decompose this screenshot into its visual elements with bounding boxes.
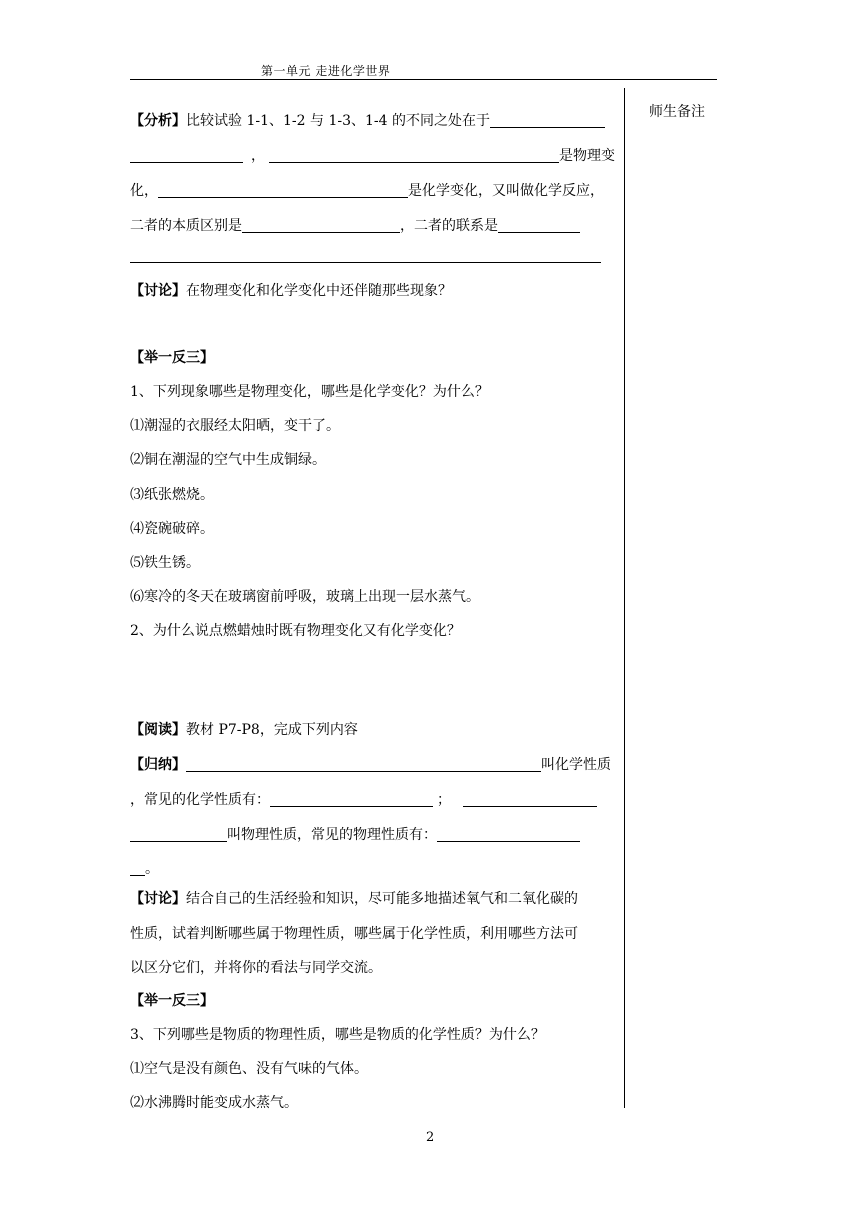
summary-chem-prop: 叫化学性质 <box>541 757 611 773</box>
read-text: 教材 P7-P8，完成下列内容 <box>186 722 358 738</box>
q3-item: ⑵水沸腾时能变成水蒸气。 <box>130 1095 298 1111</box>
summary-line-3 <box>130 825 580 845</box>
discuss-text: 结合自己的生活经验和知识，尽可能多地描述氧气和二氧化碳的 <box>186 891 578 907</box>
q3-item: ⑴空气是没有颜色、没有气味的气体。 <box>130 1061 368 1077</box>
analysis-essence: 二者的本质区别是 <box>130 218 242 234</box>
q1-item: ⑶纸张燃烧。 <box>130 487 214 503</box>
read-label: 【阅读】 <box>130 722 186 738</box>
practice-label: 【举一反三】 <box>130 993 214 1009</box>
analysis-text-1: 比较试验 1-1、1-2 与 1-3、1-4 的不同之处在于 <box>186 113 490 129</box>
analysis-comma: ， <box>251 148 265 164</box>
summary-end: 。 <box>145 861 159 877</box>
page-header-title: 第一单元 走进化学世界 <box>261 64 391 78</box>
answer-blank[interactable] <box>269 146 559 163</box>
answer-blank[interactable] <box>270 790 433 807</box>
discuss-1 <box>130 281 452 301</box>
discuss-label: 【讨论】 <box>130 891 186 907</box>
discuss-text: 在物理变化和化学变化中还伴随那些现象？ <box>186 283 452 299</box>
answer-blank[interactable] <box>186 755 541 772</box>
summary-semicolon: ； <box>437 792 451 808</box>
question-2: 2、为什么说点燃蜡烛时既有物理变化又有化学变化？ <box>130 623 461 639</box>
analysis-hua: 化， <box>130 183 158 199</box>
analysis-label: 【分析】 <box>130 113 186 129</box>
q1-item: ⑷瓷碗破碎。 <box>130 521 214 537</box>
answer-blank[interactable] <box>463 790 597 807</box>
answer-blank[interactable] <box>130 146 243 163</box>
summary-line-2 <box>130 790 597 810</box>
discuss-2-line-3: 以区分它们，并将你的看法与同学交流。 <box>130 960 382 976</box>
analysis-phys-change: 是物理变 <box>559 148 615 164</box>
read-instruction <box>130 720 358 740</box>
analysis-chem-change: 是化学变化，又叫做化学反应， <box>408 183 604 199</box>
answer-blank[interactable] <box>490 111 605 128</box>
header-rule <box>130 79 717 80</box>
analysis-line-4 <box>130 216 580 236</box>
analysis-line-2 <box>130 146 615 166</box>
answer-blank[interactable] <box>242 216 400 233</box>
analysis-line-3 <box>130 181 604 201</box>
page-number: 2 <box>426 1130 435 1145</box>
answer-line[interactable] <box>130 262 601 263</box>
answer-blank[interactable] <box>437 825 580 842</box>
question-3: 3、下列哪些是物质的物理性质，哪些是物质的化学性质？为什么？ <box>130 1027 545 1043</box>
analysis-line-1 <box>130 111 605 131</box>
q1-item: ⑸铁生锈。 <box>130 555 200 571</box>
answer-blank[interactable] <box>130 859 145 876</box>
analysis-relation: ，二者的联系是 <box>400 218 498 234</box>
answer-blank[interactable] <box>158 181 408 198</box>
summary-label: 【归纳】 <box>130 757 186 773</box>
summary-line-4 <box>130 859 159 879</box>
summary-line-1 <box>130 755 611 775</box>
summary-common-chem: ，常见的化学性质有： <box>130 792 270 808</box>
summary-phys-prop: 叫物理性质，常见的物理性质有： <box>227 827 437 843</box>
question-1: 1、下列现象哪些是物理变化，哪些是化学变化？为什么？ <box>130 384 489 400</box>
practice-label: 【举一反三】 <box>130 350 214 366</box>
discuss-2-line-2: 性质，试着判断哪些属于物理性质，哪些属于化学性质，利用哪些方法可 <box>130 926 578 942</box>
q1-item: ⑹寒冷的冬天在玻璃窗前呼吸，玻璃上出现一层水蒸气。 <box>130 589 480 605</box>
answer-blank[interactable] <box>130 825 227 842</box>
answer-blank[interactable] <box>498 216 580 233</box>
discuss-2-line-1 <box>130 889 578 909</box>
side-note-label: 师生备注 <box>649 104 705 120</box>
margin-rule <box>624 88 625 1108</box>
discuss-label: 【讨论】 <box>130 283 186 299</box>
q1-item: ⑵铜在潮湿的空气中生成铜绿。 <box>130 452 326 468</box>
q1-item: ⑴潮湿的衣服经太阳晒，变干了。 <box>130 418 340 434</box>
